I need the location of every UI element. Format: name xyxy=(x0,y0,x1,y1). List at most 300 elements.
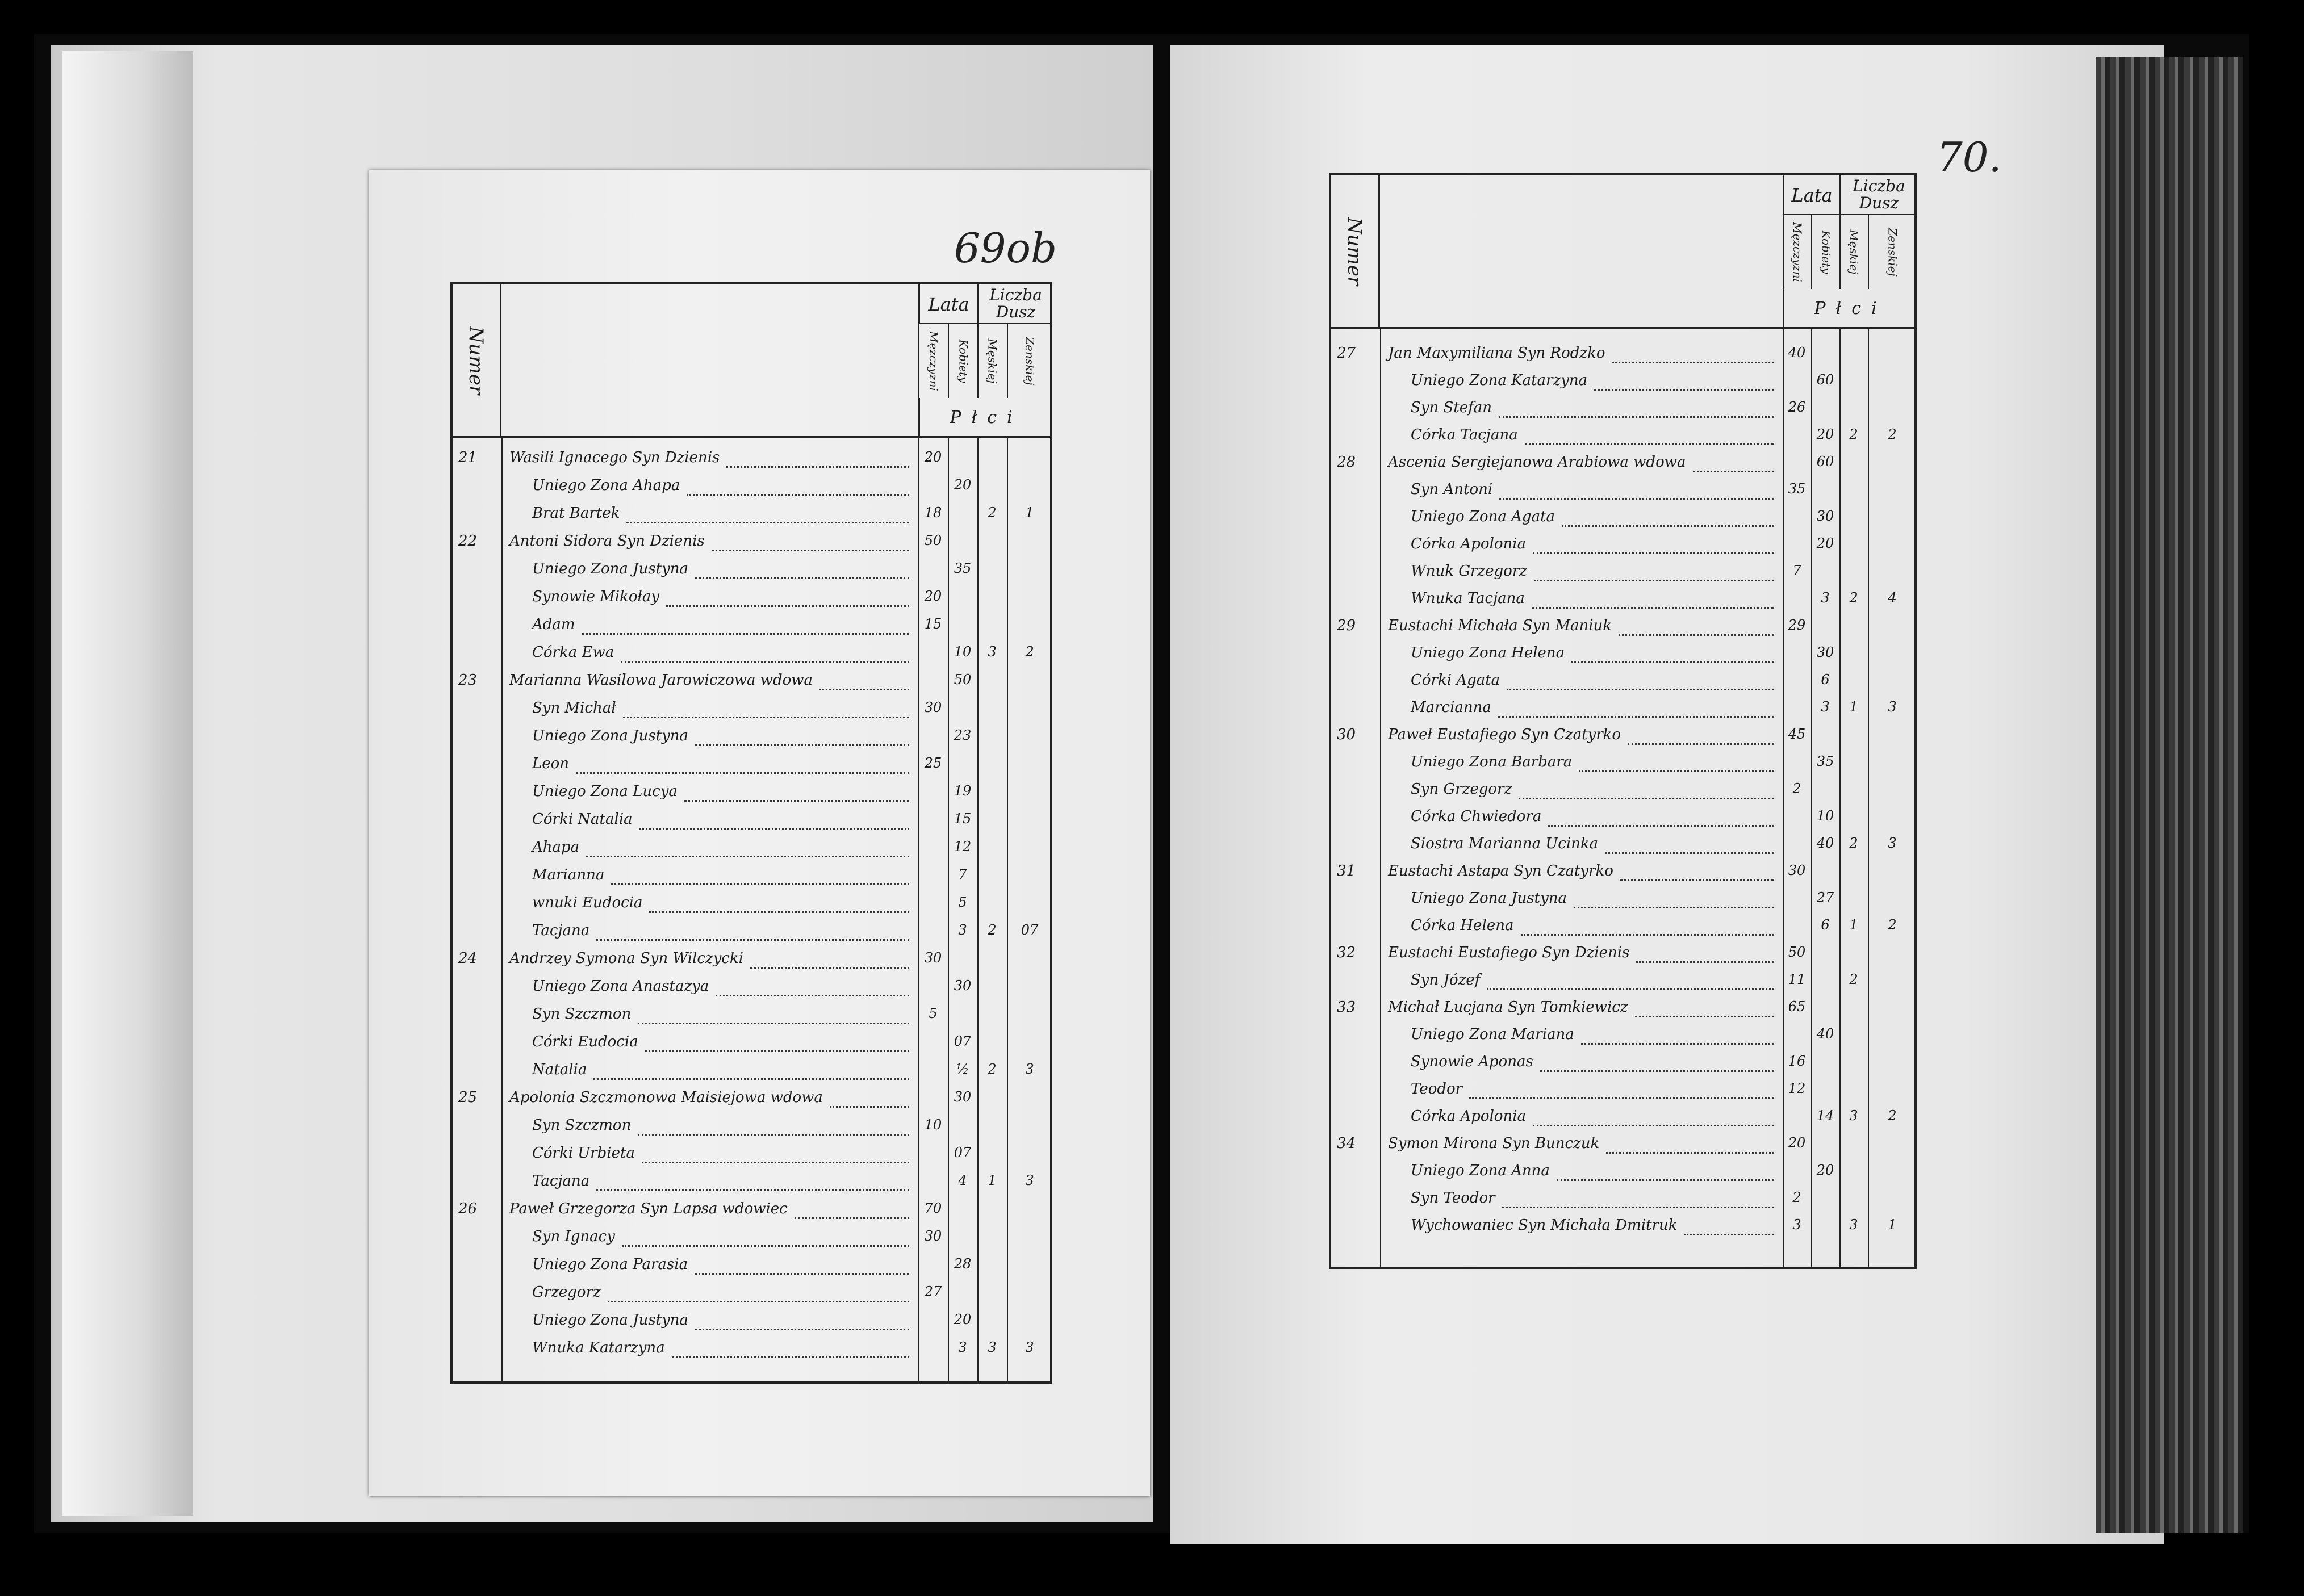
header-plci: Płci xyxy=(918,398,1052,438)
register-row xyxy=(1331,971,1919,996)
age-female: 07 xyxy=(954,1033,972,1049)
register-row xyxy=(453,616,1055,641)
header-subcol-label: Męzczyzni xyxy=(1791,222,1805,282)
register-row xyxy=(1331,372,1919,397)
leader-dots xyxy=(1498,716,1774,718)
age-male: 20 xyxy=(924,588,942,604)
age-male: 18 xyxy=(924,505,942,521)
leader-dots xyxy=(1620,879,1774,881)
person-entry: Antoni Sidora Syn Dzienis xyxy=(509,533,705,550)
leader-dots xyxy=(623,717,909,718)
person-entry: Eustachi Eustafiego Syn Dzienis xyxy=(1388,944,1630,961)
leader-dots xyxy=(1499,416,1774,418)
right-register-table xyxy=(1329,173,1917,1269)
register-row xyxy=(453,1033,1055,1058)
leader-dots xyxy=(1548,825,1774,827)
register-row xyxy=(453,533,1055,558)
leader-dots xyxy=(582,633,909,635)
leader-dots xyxy=(1499,498,1774,500)
register-row xyxy=(453,1117,1055,1142)
person-entry: Apolonia Szczmonowa Maisiejowa wdowa xyxy=(509,1089,823,1106)
register-row xyxy=(1331,535,1919,560)
register-row xyxy=(453,839,1055,864)
leader-dots xyxy=(672,1356,909,1358)
leader-dots xyxy=(830,1106,909,1108)
person-entry: Uniego Zona Justyna xyxy=(1411,890,1567,907)
leader-dots xyxy=(1521,934,1774,936)
age-male: 2 xyxy=(1792,781,1801,797)
header-subcol-label: Męzczyzni xyxy=(927,331,941,391)
household-number: 21 xyxy=(458,449,478,466)
register-row xyxy=(1331,944,1919,969)
age-female: 40 xyxy=(1816,1026,1834,1042)
person-entry: Marianna xyxy=(532,866,605,883)
count-female: 07 xyxy=(1021,922,1039,938)
age-female: 20 xyxy=(1816,1162,1834,1178)
age-female: 23 xyxy=(954,727,972,743)
leader-dots xyxy=(642,1162,909,1163)
register-row xyxy=(453,1145,1055,1170)
age-female: 30 xyxy=(954,978,972,994)
age-female: 28 xyxy=(954,1256,972,1272)
household-number: 28 xyxy=(1337,454,1356,471)
leader-dots xyxy=(1540,1070,1774,1072)
age-female: 10 xyxy=(954,644,972,660)
register-row xyxy=(1331,617,1919,642)
leader-dots xyxy=(1635,1016,1774,1017)
register-row xyxy=(1331,1080,1919,1105)
register-row xyxy=(453,672,1055,697)
person-entry: Syn Szczmon xyxy=(532,1006,632,1023)
person-entry: Syn Grzegorz xyxy=(1411,781,1512,798)
leader-dots xyxy=(1628,743,1774,745)
person-entry: Ascenia Sergiejanowa Arabiowa wdowa xyxy=(1388,454,1686,471)
leader-dots xyxy=(726,466,909,468)
leader-dots xyxy=(611,883,909,885)
register-row xyxy=(453,644,1055,669)
person-entry: Syn Michał xyxy=(532,699,616,717)
person-entry: Tacjana xyxy=(532,1172,590,1189)
leader-dots xyxy=(586,856,909,857)
age-female: 50 xyxy=(954,672,972,688)
header-subcol-3 xyxy=(1839,215,1868,289)
count-male: 1 xyxy=(1849,699,1858,715)
left-register-table xyxy=(450,282,1052,1384)
leader-dots xyxy=(626,522,909,523)
leader-dots xyxy=(596,939,909,941)
register-row xyxy=(453,1006,1055,1031)
register-row xyxy=(1331,1026,1919,1051)
age-male: 30 xyxy=(924,1228,942,1244)
count-male: 1 xyxy=(1849,917,1858,933)
leader-dots xyxy=(1532,607,1774,609)
register-row xyxy=(1331,345,1919,370)
header-number-label: Numer xyxy=(465,326,488,395)
person-entry: Eustachi Michała Syn Maniuk xyxy=(1388,617,1612,634)
person-entry: Córka Tacjana xyxy=(1411,426,1518,443)
count-male: 1 xyxy=(988,1172,997,1188)
household-number: 30 xyxy=(1337,726,1356,743)
age-male: 70 xyxy=(924,1200,942,1216)
register-row xyxy=(453,783,1055,808)
age-male: 25 xyxy=(924,755,942,771)
age-male: 35 xyxy=(1788,481,1806,497)
leader-dots xyxy=(695,577,909,579)
person-entry: Wnuka Katarzyna xyxy=(532,1339,665,1356)
register-row xyxy=(1331,644,1919,669)
leader-dots xyxy=(795,1217,909,1219)
leader-dots xyxy=(1619,634,1774,636)
age-female: 30 xyxy=(1816,508,1834,524)
left-page-edge xyxy=(62,51,193,1516)
person-entry: Syn Ignacy xyxy=(532,1228,615,1245)
leader-dots xyxy=(1594,389,1774,391)
register-row xyxy=(1331,781,1919,806)
leader-dots xyxy=(1579,770,1774,772)
header-subcol-label: Zenskiej xyxy=(1023,337,1037,386)
header-liczba-dusz: Liczba Dusz xyxy=(1839,175,1917,215)
household-number: 32 xyxy=(1337,944,1356,961)
person-entry: Ahapa xyxy=(532,839,580,856)
age-male: 29 xyxy=(1788,617,1806,633)
count-female: 1 xyxy=(1888,1217,1897,1233)
count-male: 2 xyxy=(1849,835,1858,851)
header-liczba-dusz: Liczba Dusz xyxy=(977,284,1052,324)
age-male: 10 xyxy=(924,1117,942,1133)
age-female: 30 xyxy=(954,1089,972,1105)
leader-dots xyxy=(645,1050,909,1052)
register-row xyxy=(1331,726,1919,751)
household-number: 29 xyxy=(1337,617,1356,634)
header-subcol-1 xyxy=(918,324,948,398)
age-female: 3 xyxy=(958,922,967,938)
person-entry: Marcianna xyxy=(1411,699,1491,716)
age-female: 20 xyxy=(954,477,972,493)
register-row xyxy=(453,505,1055,530)
register-row xyxy=(453,866,1055,891)
header-number-col xyxy=(1331,175,1380,329)
header-subcol-1 xyxy=(1783,215,1811,289)
leader-dots xyxy=(649,911,909,913)
leader-dots xyxy=(622,1245,909,1247)
register-row xyxy=(453,950,1055,975)
age-male: 27 xyxy=(924,1284,942,1300)
person-entry: Syn Stefan xyxy=(1411,399,1492,416)
person-entry: Syn Teodor xyxy=(1411,1189,1495,1207)
person-entry: Wnuk Grzegorz xyxy=(1411,563,1527,580)
person-entry: wnuki Eudocia xyxy=(532,894,643,911)
age-male: 45 xyxy=(1788,726,1806,742)
register-row xyxy=(453,560,1055,585)
person-entry: Córka Ewa xyxy=(532,644,614,661)
header-plci: Płci xyxy=(1783,289,1917,329)
age-male: 2 xyxy=(1792,1189,1801,1205)
header-lata: Lata xyxy=(1783,175,1839,215)
count-male: 2 xyxy=(988,505,997,521)
age-female: 60 xyxy=(1816,454,1834,470)
age-female: 20 xyxy=(954,1312,972,1327)
register-row xyxy=(1331,454,1919,479)
person-entry: Uniego Zona Helena xyxy=(1411,644,1565,661)
person-entry: Brat Bartek xyxy=(532,505,620,522)
count-female: 3 xyxy=(1025,1339,1034,1355)
register-row xyxy=(1331,808,1919,833)
age-female: 6 xyxy=(1821,672,1830,688)
leader-dots xyxy=(1636,961,1774,963)
person-entry: Eustachi Astapa Syn Czatyrko xyxy=(1388,862,1613,879)
header-subcol-3 xyxy=(977,324,1007,398)
age-female: 3 xyxy=(1821,590,1830,606)
person-entry: Syn Józef xyxy=(1411,971,1481,988)
count-female: 4 xyxy=(1888,590,1897,606)
register-row xyxy=(453,1312,1055,1337)
register-row xyxy=(1331,1217,1919,1242)
person-entry: Grzegorz xyxy=(532,1284,601,1301)
leader-dots xyxy=(1684,1234,1774,1235)
person-entry: Uniego Zona Katarzyna xyxy=(1411,372,1588,389)
person-entry: Syn Szczmon xyxy=(532,1117,632,1134)
header-subcol-2 xyxy=(948,324,977,398)
header-subcol-label: Kobiety xyxy=(956,339,971,383)
age-female: 07 xyxy=(954,1145,972,1161)
person-entry: Uniego Zona Ahapa xyxy=(532,477,680,494)
person-entry: Wychowaniec Syn Michała Dmitruk xyxy=(1411,1217,1678,1234)
age-male: 7 xyxy=(1792,563,1801,579)
person-entry: Uniego Zona Justyna xyxy=(532,727,689,744)
leader-dots xyxy=(1507,689,1774,690)
age-female: 20 xyxy=(1816,535,1834,551)
register-row xyxy=(1331,1053,1919,1078)
age-male: 40 xyxy=(1788,345,1806,361)
register-row xyxy=(453,699,1055,724)
count-male: 3 xyxy=(1849,1108,1858,1124)
count-female: 3 xyxy=(1025,1172,1034,1188)
age-male: 11 xyxy=(1788,971,1806,987)
header-subcol-2 xyxy=(1811,215,1839,289)
person-entry: Córka Apolonia xyxy=(1411,1108,1527,1125)
right-book-edge xyxy=(2096,57,2243,1533)
header-number-label: Numer xyxy=(1343,217,1366,286)
leader-dots xyxy=(608,1301,909,1302)
leader-dots xyxy=(1469,1097,1774,1099)
register-row xyxy=(1331,590,1919,615)
register-row xyxy=(1331,1108,1919,1133)
register-row xyxy=(1331,862,1919,887)
leader-dots xyxy=(716,995,909,996)
person-entry: Córka Helena xyxy=(1411,917,1514,934)
person-entry: Michał Lucjana Syn Tomkiewicz xyxy=(1388,999,1628,1016)
register-row xyxy=(1331,481,1919,506)
person-entry: Adam xyxy=(532,616,575,633)
person-entry: Córka Chwiedora xyxy=(1411,808,1542,825)
person-entry: Córki Urbieta xyxy=(532,1145,635,1162)
register-row xyxy=(1331,1135,1919,1160)
register-row xyxy=(453,449,1055,474)
leader-dots xyxy=(712,550,909,551)
age-male: 65 xyxy=(1788,999,1806,1015)
age-female: 10 xyxy=(1816,808,1834,824)
leader-dots xyxy=(684,800,909,802)
register-row xyxy=(1331,1189,1919,1214)
age-female: 40 xyxy=(1816,835,1834,851)
register-row xyxy=(453,922,1055,947)
leader-dots xyxy=(1525,443,1774,445)
age-female: 15 xyxy=(954,811,972,827)
age-female: 35 xyxy=(954,560,972,576)
person-entry: Córki Agata xyxy=(1411,672,1500,689)
leader-dots xyxy=(638,1134,909,1136)
count-female: 3 xyxy=(1025,1061,1034,1077)
register-row xyxy=(1331,917,1919,942)
leader-dots xyxy=(695,1329,909,1330)
left-page-number: 69ob xyxy=(954,224,1057,272)
header-subcol-label: Męskiej xyxy=(1847,229,1862,275)
person-entry: Paweł Eustafiego Syn Czatyrko xyxy=(1388,726,1621,743)
leader-dots xyxy=(593,1078,909,1080)
person-entry: Natalia xyxy=(532,1061,587,1078)
count-male: 3 xyxy=(1849,1217,1858,1233)
leader-dots xyxy=(1534,580,1774,581)
register-row xyxy=(453,755,1055,780)
age-female: ½ xyxy=(956,1061,969,1077)
household-number: 24 xyxy=(458,950,478,967)
person-entry: Paweł Grzegorza Syn Lapsa wdowiec xyxy=(509,1200,788,1217)
leader-dots xyxy=(1571,661,1774,663)
household-number: 31 xyxy=(1337,862,1356,879)
age-female: 19 xyxy=(954,783,972,799)
person-entry: Uniego Zona Parasia xyxy=(532,1256,688,1273)
register-row xyxy=(1331,508,1919,533)
age-male: 30 xyxy=(924,699,942,715)
leader-dots xyxy=(1557,1179,1774,1181)
count-female: 3 xyxy=(1888,699,1897,715)
age-female: 60 xyxy=(1816,372,1834,388)
age-female: 12 xyxy=(954,839,972,854)
right-page-number: 70. xyxy=(1937,133,2002,181)
household-number: 26 xyxy=(458,1200,478,1217)
count-female: 3 xyxy=(1888,835,1897,851)
register-row xyxy=(453,588,1055,613)
age-male: 30 xyxy=(924,950,942,966)
age-female: 30 xyxy=(1816,644,1834,660)
age-male: 30 xyxy=(1788,862,1806,878)
register-row xyxy=(453,1200,1055,1225)
count-male: 2 xyxy=(1849,426,1858,442)
person-entry: Symon Mirona Syn Bunczuk xyxy=(1388,1135,1600,1152)
register-row xyxy=(1331,426,1919,451)
register-row xyxy=(1331,699,1919,724)
leader-dots xyxy=(639,828,909,830)
age-male: 26 xyxy=(1788,399,1806,415)
register-row xyxy=(453,1339,1055,1364)
leader-dots xyxy=(1487,988,1774,990)
age-female: 6 xyxy=(1821,917,1830,933)
age-female: 3 xyxy=(1821,699,1830,715)
household-number: 22 xyxy=(458,533,478,550)
count-male: 2 xyxy=(1849,971,1858,987)
leader-dots xyxy=(1693,471,1774,472)
person-entry: Wnuka Tacjana xyxy=(1411,590,1525,607)
person-entry: Synowie Aponas xyxy=(1411,1053,1533,1070)
count-female: 2 xyxy=(1888,426,1897,442)
age-male: 50 xyxy=(924,533,942,548)
header-lata: Lata xyxy=(918,284,977,324)
header-names-col xyxy=(1380,175,1783,329)
leader-dots xyxy=(1519,798,1774,799)
register-row xyxy=(453,1284,1055,1309)
leader-dots xyxy=(621,661,909,663)
register-row xyxy=(1331,672,1919,697)
person-entry: Uniego Zona Justyna xyxy=(532,1312,689,1329)
age-female: 20 xyxy=(1816,426,1834,442)
leader-dots xyxy=(687,494,909,496)
leader-dots xyxy=(1605,852,1774,854)
register-row xyxy=(1331,563,1919,588)
leader-dots xyxy=(695,1273,909,1275)
age-male: 15 xyxy=(924,616,942,632)
leader-dots xyxy=(1502,1207,1774,1208)
leader-dots xyxy=(695,744,909,746)
register-row xyxy=(1331,1162,1919,1187)
household-number: 23 xyxy=(458,672,478,689)
register-row xyxy=(453,1061,1055,1086)
household-number: 25 xyxy=(458,1089,478,1106)
age-female: 4 xyxy=(958,1172,967,1188)
leader-dots xyxy=(1581,1043,1774,1045)
age-female: 5 xyxy=(958,894,967,910)
person-entry: Córki Natalia xyxy=(532,811,633,828)
age-male: 16 xyxy=(1788,1053,1806,1069)
person-entry: Siostra Marianna Ucinka xyxy=(1411,835,1599,852)
header-subcol-4 xyxy=(1007,324,1052,398)
leader-dots xyxy=(1533,552,1774,554)
leader-dots xyxy=(1562,525,1774,527)
register-row xyxy=(453,1172,1055,1197)
age-male: 5 xyxy=(929,1006,938,1021)
register-row xyxy=(1331,999,1919,1024)
count-female: 2 xyxy=(1888,917,1897,933)
person-entry: Uniego Zona Lucya xyxy=(532,783,678,800)
leader-dots xyxy=(1606,1152,1774,1154)
leader-dots xyxy=(1612,362,1774,363)
age-male: 20 xyxy=(924,449,942,465)
count-male: 3 xyxy=(988,644,997,660)
leader-dots xyxy=(1574,907,1774,908)
age-male: 12 xyxy=(1788,1080,1806,1096)
age-male: 20 xyxy=(1788,1135,1806,1151)
leader-dots xyxy=(819,689,909,690)
age-male: 3 xyxy=(1792,1217,1801,1233)
count-male: 2 xyxy=(1849,590,1858,606)
leader-dots xyxy=(638,1023,909,1024)
age-female: 27 xyxy=(1816,890,1834,906)
header-subcol-4 xyxy=(1868,215,1917,289)
household-number: 33 xyxy=(1337,999,1356,1016)
person-entry: Syn Antoni xyxy=(1411,481,1493,498)
count-female: 2 xyxy=(1888,1108,1897,1124)
age-female: 14 xyxy=(1816,1108,1834,1124)
header-subcol-label: Zenskiej xyxy=(1886,228,1900,277)
header-subcol-label: Męskiej xyxy=(986,338,1000,384)
register-row xyxy=(453,1228,1055,1253)
person-entry: Córki Eudocia xyxy=(532,1033,638,1050)
age-female: 7 xyxy=(958,866,967,882)
household-number: 34 xyxy=(1337,1135,1356,1152)
leader-dots xyxy=(576,772,909,774)
person-entry: Leon xyxy=(532,755,570,772)
register-row xyxy=(453,811,1055,836)
person-entry: Teodor xyxy=(1411,1080,1463,1097)
